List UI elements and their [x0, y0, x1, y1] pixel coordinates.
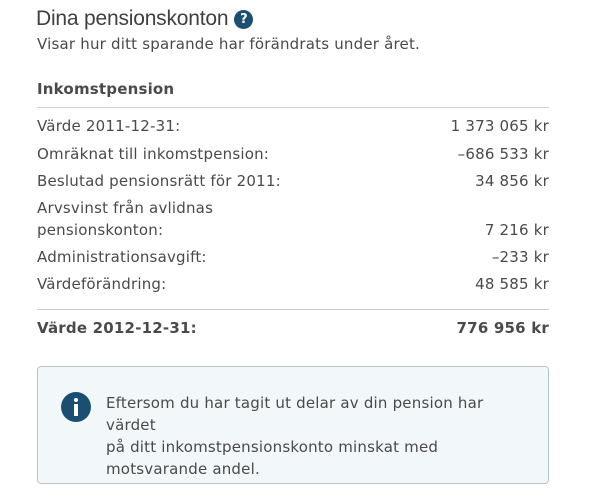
section-divider	[37, 107, 549, 108]
row-value: 1 373 065 kr	[450, 117, 549, 135]
table-row	[37, 143, 549, 165]
row-value: 34 856 kr	[475, 172, 549, 190]
question-mark-icon[interactable]: ?	[234, 10, 253, 29]
total-divider	[37, 309, 549, 310]
info-icon	[61, 392, 91, 422]
section-heading: Inkomstpension	[37, 80, 175, 98]
row-label-line: Arvsvinst från avlidnas	[37, 199, 214, 217]
info-box	[37, 366, 549, 484]
row-value: –233 kr	[491, 248, 549, 266]
row-label-line: pensionskonton:	[37, 221, 164, 239]
total-label: Värde 2012-12-31:	[37, 319, 197, 337]
row-label: Beslutad pensionsrätt för 2011:	[37, 172, 281, 190]
row-label: Omräknat till inkomstpension:	[37, 145, 270, 163]
info-text-line: motsvarande andel.	[106, 460, 260, 478]
table-row	[37, 246, 549, 268]
table-row	[37, 273, 549, 295]
row-label: Värdeförändring:	[37, 275, 167, 293]
total-value: 776 956 kr	[456, 319, 549, 337]
info-text	[106, 392, 526, 480]
info-text-line: på ditt inkomstpensionskonto minskat med	[106, 438, 439, 456]
table-row	[37, 197, 549, 241]
row-label: Administrationsavgift:	[37, 248, 207, 266]
row-label	[37, 197, 213, 241]
row-value: –686 533 kr	[457, 145, 549, 163]
total-row	[37, 319, 549, 337]
page-title: Dina pensionskonton	[36, 7, 229, 30]
row-value: 48 585 kr	[475, 275, 549, 293]
row-label: Värde 2011-12-31:	[37, 117, 181, 135]
table-row	[37, 115, 549, 137]
table-row	[37, 170, 549, 192]
page-header	[36, 7, 253, 31]
page-subtitle: Visar hur ditt sparande har förändrats under året.	[37, 35, 421, 53]
info-text-line: Eftersom du har tagit ut delar av din pension har värdet	[106, 394, 484, 434]
row-value: 7 216 kr	[484, 221, 549, 239]
